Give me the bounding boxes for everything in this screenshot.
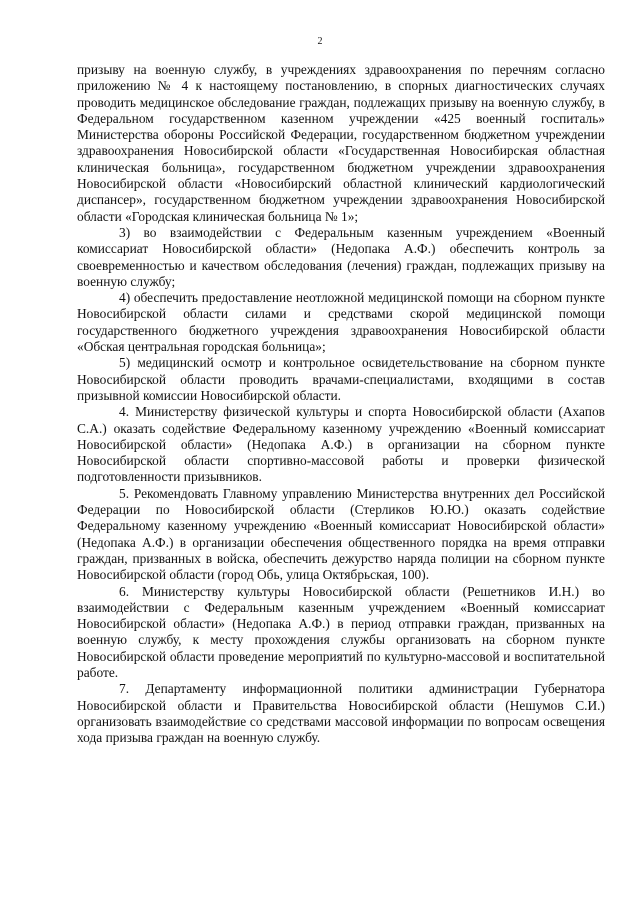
page-number: 2: [317, 36, 323, 47]
paragraph-clause-7: 7. Департаменту информационной политики администрации Губернатора Новосибирской области и Правительства Новосибирской области (Нешумов С.И.) организовать взаимодействие со средствами массовой информации по вопросам освещения хода призыва граждан на военную службу.: [77, 681, 605, 746]
paragraph-item-3: 3) во взаимодействии с Федеральным казенным учреждением «Военный комиссариат Новосибирской области» (Недопака А.Ф.) обеспечить контроль за своевременностью и качеством обследования (лечения) граждан, подлежащих призыву на военную службу;: [77, 224, 605, 289]
paragraph-item-4: 4) обеспечить предоставление неотложной медицинской помощи на сборном пункте Новосибирской области силами и средствами скорой медицинской помощи государственного бюджетного учреждения здравоохранения Новосибирской области «Обская центральная городская больница»;: [77, 290, 605, 355]
paragraph-continuation: призыву на военную службу, в учреждениях здравоохранения по перечням согласно приложению № 4 к настоящему постановлению, в спорных диагностических случаях проводить медицинское обследование граждан, подлежащих призыву на военную службу, в Федеральном государственном казенном учреждении «425 военный госпиталь» Министерства обороны Российской Федерации, государственном бюджетном учреждении здравоохранения Новосибирской области «Государственная Новосибирская областная клиническая больница», государственном бюджетном учреждении здравоохранения Новосибирской области «Новосибирский областной клинический кардиологический диспансер», государственном бюджетном учреждении здравоохранения Новосибирской области «Городская клиническая больница № 1»;: [77, 62, 605, 224]
paragraph-clause-4: 4. Министерству физической культуры и спорта Новосибирской области (Ахапов С.А.) оказать содействие Федеральному казенному учреждению «Военный комиссариат Новосибирской области» (Недопака А.Ф.) в организации на сборном пункте Новосибирской области спортивно-массовой работы и проверки физической подготовленности призывников.: [77, 404, 605, 485]
paragraph-clause-6: 6. Министерству культуры Новосибирской области (Решетников И.Н.) во взаимодействии с Федеральным казенным учреждением «Военный комиссариат Новосибирской области» (Недопака А.Ф.) в период отправки граждан, призванных на военную службу, к месту прохождения службы организовать на сборном пункте Новосибирской области проведение мероприятий по культурно-массовой и воспитательной работе.: [77, 583, 605, 680]
paragraph-item-5: 5) медицинский осмотр и контрольное освидетельствование на сборном пункте Новосибирской области проводить врачами-специалистами, входящими в состав призывной комиссии Новосибирской области.: [77, 355, 605, 403]
paragraph-clause-5: 5. Рекомендовать Главному управлению Министерства внутренних дел Российской Федерации по Новосибирской области (Стерликов Ю.Ю.) оказать содействие Федеральному казенному учреждению «Военный комиссариат Новосибирской области» (Недопака А.Ф.) в организации обеспечения общественного порядка на время отправки граждан, призванных в войска, обеспечить дежурство наряда полиции на сборном пункте Новосибирской области (город Обь, улица Октябрьская, 100).: [77, 485, 605, 583]
document-body: [77, 62, 605, 746]
